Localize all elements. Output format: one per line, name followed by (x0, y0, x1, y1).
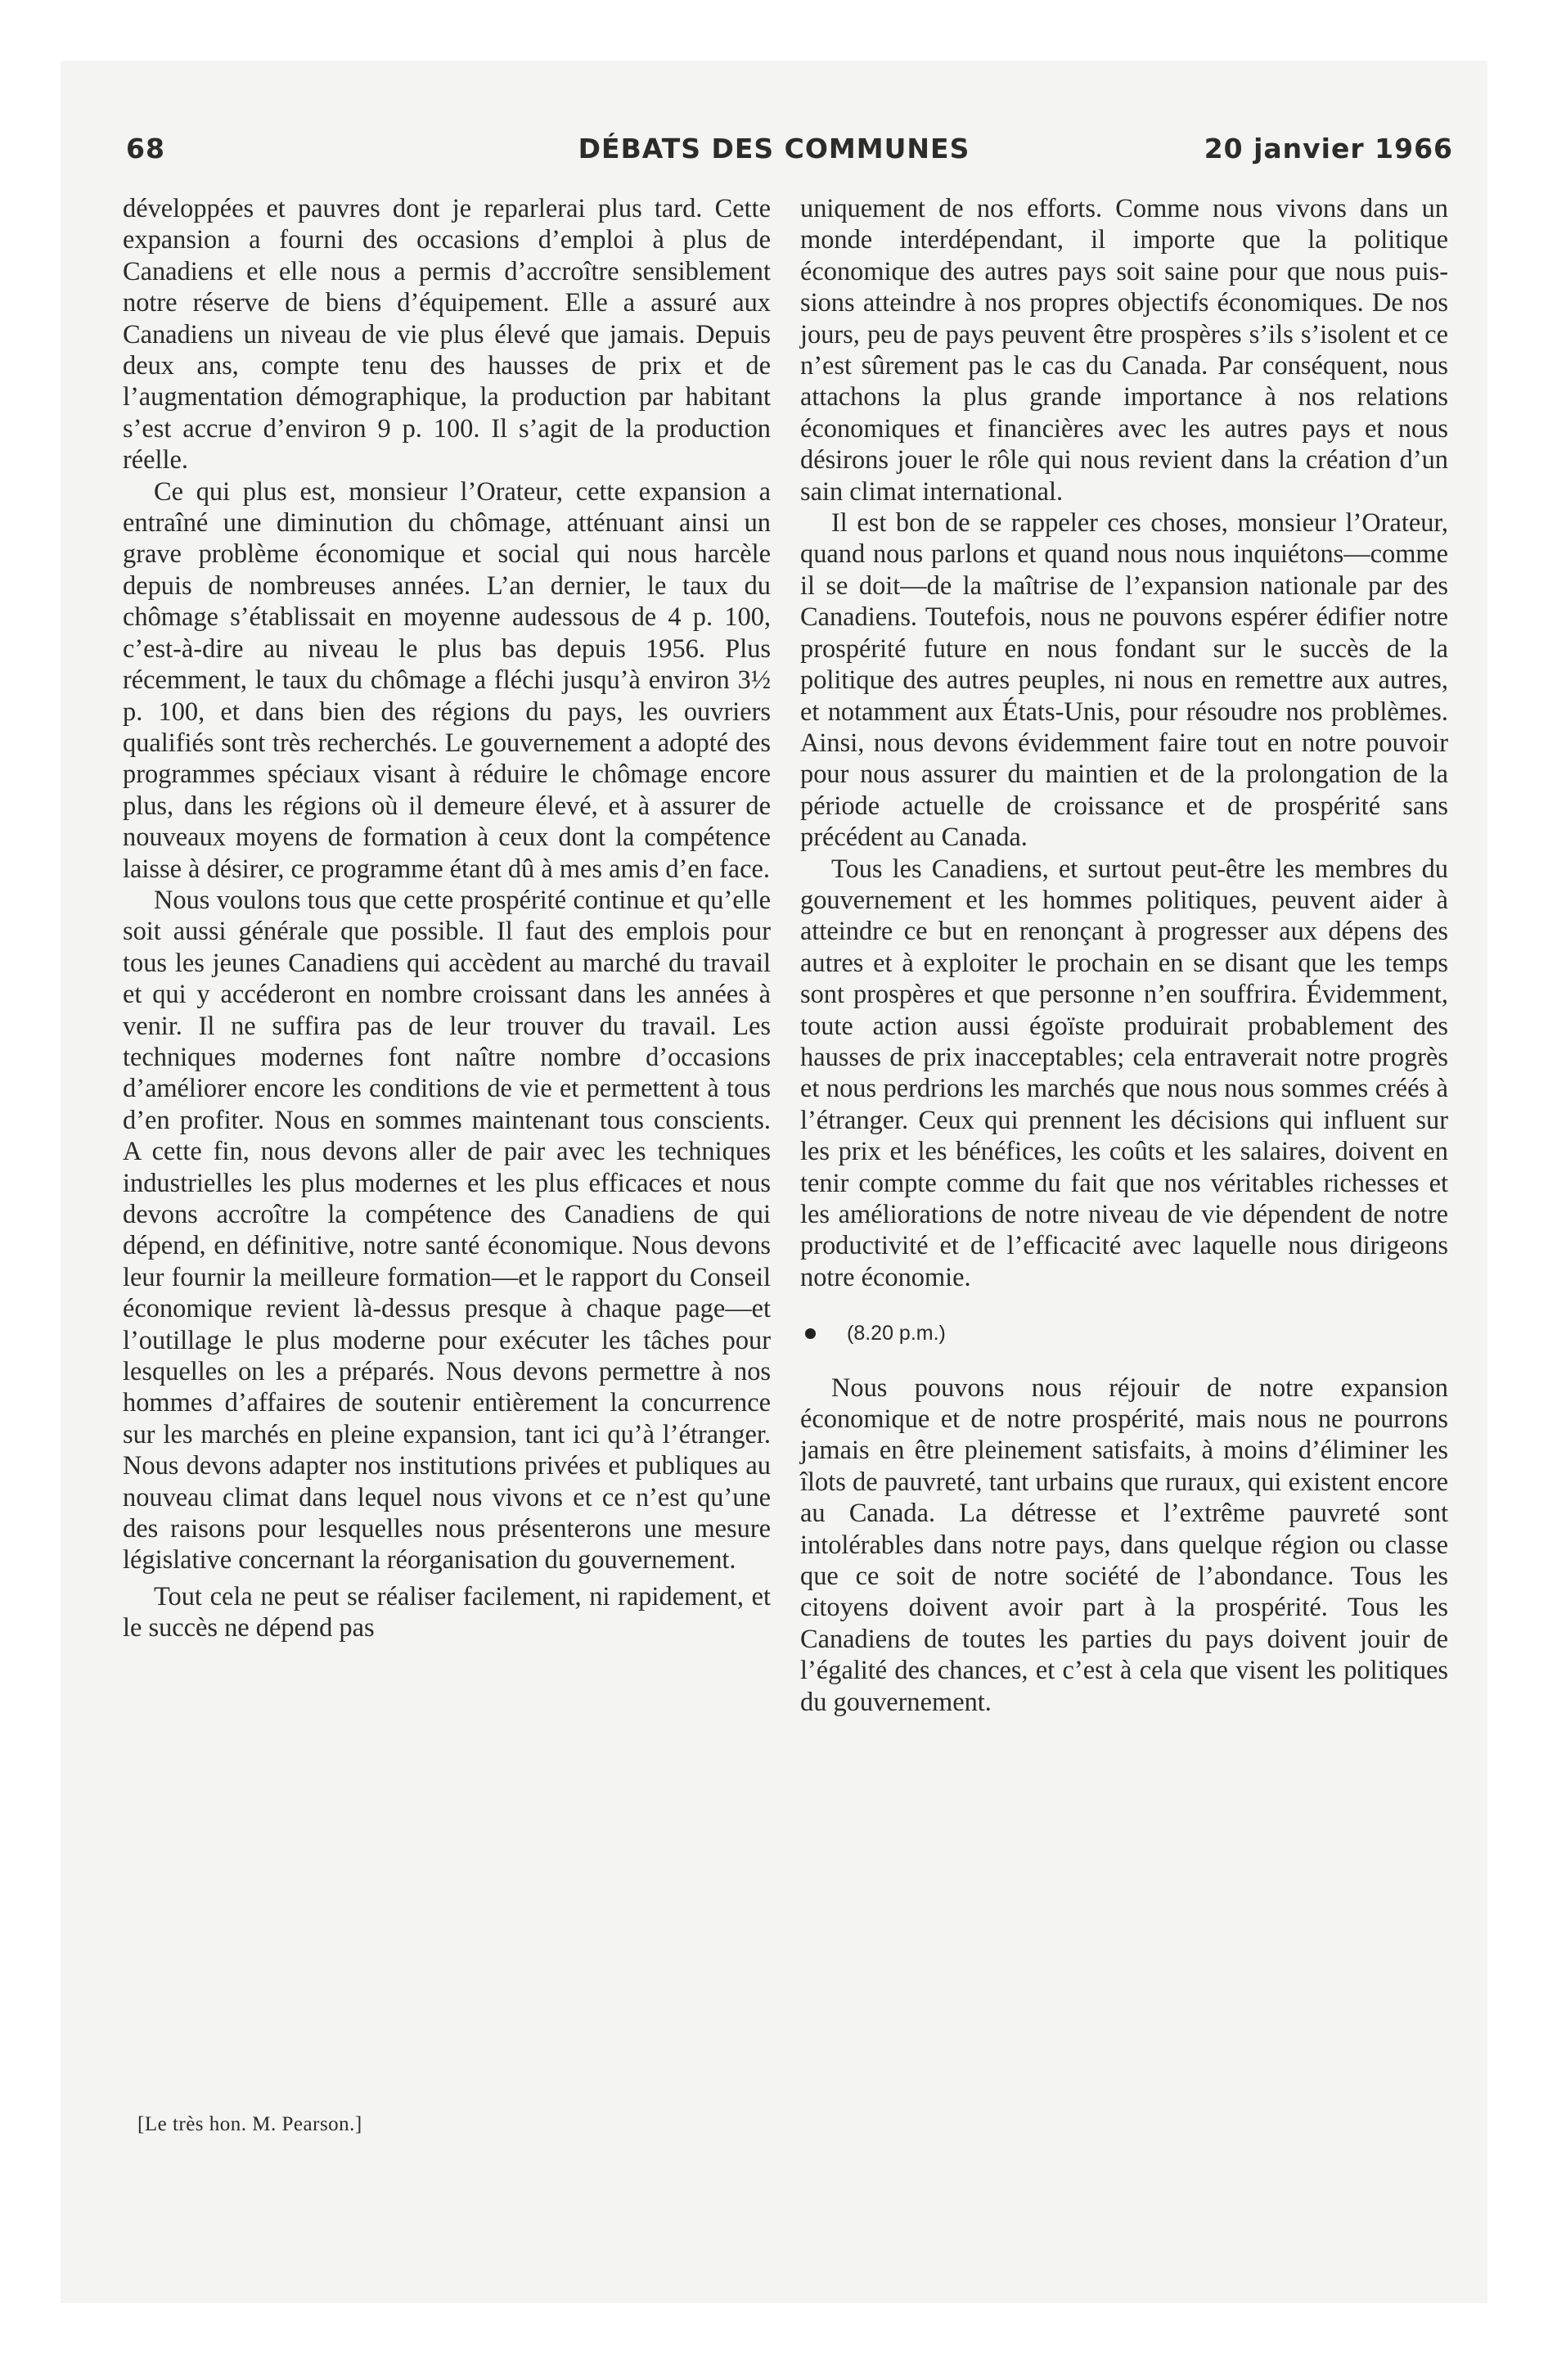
paragraph: Tout cela ne peut se réaliser facilement, ni rapidement, et le succès ne dépend pas (123, 1581, 771, 1643)
bullet-icon (805, 1328, 816, 1339)
paragraph: Il est bon de se rappeler ces choses, monsieur l’Orateur, quand nous parlons et quand nous nous inquiétons—comme il se doit—de la maîtrise de l’expansion nationale par des Canadiens. Toutefois, nous ne pouvons espérer édifier notre prospérité future en nous fondant sur le succès de la politique des autres peuples, ni nous en remettre aux autres, et notamment aux États-Unis, pour résoudre nos problèmes. Ainsi, nous devons évidemment faire tout en notre pouvoir pour nous assurer du maintien et de la prolongation de la période actuelle de croissance et de prospérité sans précédent au Canada. (800, 508, 1448, 853)
page-number: 68 (126, 133, 165, 165)
running-title: DÉBATS DES COMMUNES (578, 133, 970, 165)
right-column (800, 193, 1448, 1718)
paragraph: Nous pouvons nous réjouir de notre expansion économique et de notre prospérité, mais nous ne pourrons jamais en être pleinement satisfaits, à moins d’éliminer les îlots de pauvreté, tant urbains que ruraux, qui existent encore au Canada. La détresse et l’extrême pauvreté sont intolérables dans notre pays, dans quelque région ou classe que ce soit de notre société de l’abondance. Tous les citoyens doivent avoir part à la prospérité. Tous les Canadiens de toutes les parties du pays doivent jouir de l’égalité des chances, et c’est à cela que visent les politiques du gouvernement. (800, 1373, 1448, 1717)
time-marker-text: (8.20 p.m.) (847, 1322, 946, 1346)
speaker-note: [Le très hon. M. Pearson.] (137, 2113, 362, 2135)
page-date: 20 janvier 1966 (1204, 133, 1453, 165)
paragraph: Tous les Canadiens, et surtout peut-être les membres du gouvernement et les hommes politiques, peuvent aider à atteindre ce but en renonçant à progresser aux dépens des autres et à exploiter le prochain en se disant que les temps sont prospères et que personne n’en souffrira. Évidemment, toute action aussi égoïste produirait probablement des hausses de prix inacceptables; cela entraverait notre progrès et nous perdrions les marchés que nous nous sommes créés à l’étranger. Ceux qui prennent les décisions qui influent sur les prix et les bénéfices, les coûts et les salaires, doivent en tenir compte comme du fait que nos véritables richesses et les améliorations de notre niveau de vie dépendent de notre productivité et de l’efficacité avec laquelle nous dirigeons notre économie. (800, 854, 1448, 1292)
paragraph: Nous voulons tous que cette prospérité continue et qu’elle soit aussi générale que possible. Il faut des emplois pour tous les jeunes Canadiens qui accèdent au marché du travail et qui y accéderont en nombre croissant dans les années à venir. Il ne suffira pas de leur trouver du travail. Les techniques modernes font naître nombre d’occasions d’améliorer encore les conditions de vie et permettent à tous d’en profiter. Nous en sommes maintenant tous conscients. A cette fin, nous devons aller de pair avec les techniques industrielles les plus modernes et les plus efficaces et nous devons accroître la compétence des Canadiens de qui dépend, en définitive, notre santé économique. Nous devons leur fournir la meilleure formation—et le rapport du Conseil économique revient là-dessus presque à chaque page—et l’outillage le plus moderne pour exécuter les tâches pour lesquelles on les a préparés. Nous devons permettre à nos hommes d’affaires de soutenir entièrement la concurrence sur les marchés en pleine expansion, tant ici qu’à l’étranger. Nous devons adapter nos institutions privées et publiques au nouveau climat dans lequel nous vivons et ce n’est qu’une des raisons pour lesquelles nous présenterons une mesure législative concernant la réorganisation du gouvernement. (123, 885, 771, 1575)
time-marker (800, 1318, 1448, 1349)
paragraph: Ce qui plus est, monsieur l’Orateur, cette expansion a entraîné une diminution du chômage, atténuant ainsi un grave problème économique et social qui nous harcèle depuis de nombreuses années. L’an dernier, le taux du chômage s’établissait en moyenne audessous de 4 p. 100, c’est-à-dire au niveau le plus bas depuis 1956. Plus récemment, le taux du chômage a fléchi jusqu’à environ 3½ p. 100, et dans bien des régions du pays, les ouvriers qualifiés sont très recherchés. Le gouvernement a adopté des programmes spéciaux visant à réduire le chômage encore plus, dans les régions où il demeure élevé, et à assurer de nouveaux moyens de formation à ceux dont la compétence laisse à désirer, ce programme étant dû à mes amis d’en face. (123, 476, 771, 884)
paragraph: développées et pauvres dont je reparlerai plus tard. Cette expansion a fourni des occasions d’emploi à plus de Canadiens et elle nous a permis d’accroître sensiblement notre réserve de biens d’équipement. Elle a assuré aux Canadiens un niveau de vie plus élevé que jamais. Depuis deux ans, compte tenu des hausses de prix et de l’augmentation démographique, la production par habitant s’est accrue d’environ 9 p. 100. Il s’agit de la production réelle. (123, 194, 771, 476)
left-column (123, 193, 771, 1644)
paragraph: uniquement de nos efforts. Comme nous vivons dans un monde interdépendant, il importe que la politique économique des autres pays soit saine pour que nous puissions atteindre à nos propres objectifs économiques. De nos jours, peu de pays peuvent être prospères s’ils s’isolent et ce n’est sûrement pas le cas du Canada. Par conséquent, nous attachons la plus grande importance à nos relations économiques et financières avec les autres pays et nous désirons jouer le rôle qui nous revient dans la création d’un sain climat international. (800, 194, 1448, 507)
